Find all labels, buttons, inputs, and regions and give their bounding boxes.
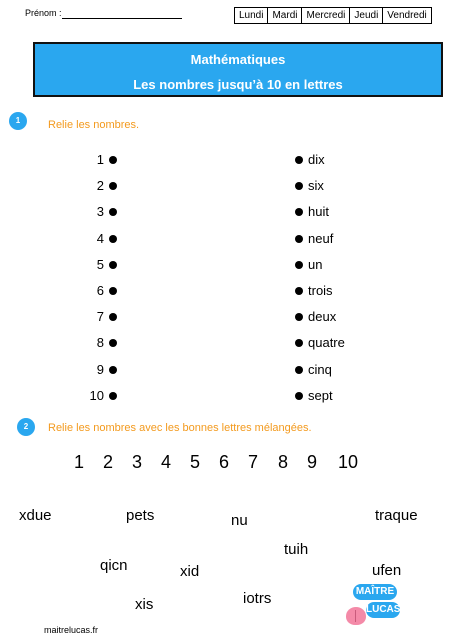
right-dot[interactable] <box>295 156 303 164</box>
big-number[interactable]: 3 <box>132 452 143 472</box>
big-number[interactable]: 6 <box>219 452 230 472</box>
left-dot[interactable] <box>109 182 117 190</box>
right-dot[interactable] <box>295 313 303 321</box>
number-label: 6 <box>96 283 104 298</box>
scrambled-word[interactable]: traque <box>375 507 418 524</box>
title-banner <box>33 42 443 97</box>
scrambled-word[interactable]: iotrs <box>243 590 272 607</box>
word-label: dix <box>308 152 325 167</box>
left-dot[interactable] <box>109 261 117 269</box>
number-label: 9 <box>96 361 104 377</box>
exercise-1-badge: 1 <box>9 112 27 130</box>
word-label: deux <box>308 309 337 325</box>
word-label: six <box>308 178 324 194</box>
left-dot[interactable] <box>109 208 117 216</box>
big-number[interactable]: 5 <box>190 452 201 472</box>
exercise-2-badge: 2 <box>17 418 35 436</box>
big-number[interactable]: 7 <box>248 452 259 472</box>
word-label: un <box>308 256 323 272</box>
number-label: 3 <box>96 204 104 220</box>
left-dot[interactable] <box>109 313 117 321</box>
right-dot[interactable] <box>295 392 303 400</box>
right-dot[interactable] <box>295 366 303 374</box>
left-dot[interactable] <box>109 392 117 400</box>
left-dot[interactable] <box>109 287 117 295</box>
right-dot[interactable] <box>295 235 303 243</box>
number-label: 8 <box>96 335 104 351</box>
scrambled-word[interactable]: xis <box>135 596 154 613</box>
scrambled-word[interactable]: pets <box>126 507 155 524</box>
word-label: neuf <box>308 230 334 246</box>
subject-title: Mathématiques <box>190 52 286 67</box>
scrambled-word[interactable]: tuih <box>284 541 309 558</box>
word-label: huit <box>308 204 329 220</box>
day-jeudi[interactable]: Jeudi <box>350 8 383 24</box>
word-label: cinq <box>308 361 332 377</box>
brain-icon <box>346 607 366 625</box>
number-label: 7 <box>96 309 104 325</box>
logo-line-2: LUCAS <box>366 602 400 618</box>
worksheet-title: Les nombres jusqu’à 10 en lettres <box>133 77 343 92</box>
logo-line-1: MAÎTRE <box>353 584 397 600</box>
word-label: sept <box>308 387 333 403</box>
number-label: 1 <box>96 152 104 167</box>
scrambled-word[interactable]: xid <box>180 563 200 580</box>
day-mardi[interactable]: Mardi <box>268 8 302 24</box>
word-label: trois <box>308 283 333 298</box>
prenom-line[interactable] <box>62 18 182 19</box>
left-dot[interactable] <box>109 156 117 164</box>
right-dot[interactable] <box>295 287 303 295</box>
scrambled-word[interactable]: xdue <box>19 507 52 524</box>
day-vendredi[interactable]: Vendredi <box>383 8 431 24</box>
right-dot[interactable] <box>295 261 303 269</box>
big-number[interactable]: 9 <box>307 452 318 472</box>
left-dot[interactable] <box>109 366 117 374</box>
word-label: quatre <box>308 335 345 351</box>
right-dot[interactable] <box>295 208 303 216</box>
day-mercredi[interactable]: Mercredi <box>302 8 350 24</box>
scrambled-word[interactable]: nu <box>231 512 248 529</box>
big-number[interactable]: 2 <box>103 452 114 472</box>
footer-site[interactable]: maitrelucas.fr <box>44 625 99 635</box>
big-number[interactable]: 4 <box>161 452 172 472</box>
right-dot[interactable] <box>295 182 303 190</box>
big-number[interactable]: 8 <box>278 452 289 472</box>
exercise-2-instruction: Relie les nombres avec les bonnes lettres mélangées. <box>48 422 312 434</box>
prenom-label: Prénom : <box>25 8 62 18</box>
maitre-lucas-logo <box>340 582 402 638</box>
big-number[interactable]: 10 <box>338 452 359 472</box>
left-dot[interactable] <box>109 235 117 243</box>
exercise-1-instruction: Relie les nombres. <box>48 119 140 131</box>
days-table <box>234 7 432 24</box>
number-label: 4 <box>96 230 104 246</box>
left-dot[interactable] <box>109 339 117 347</box>
day-lundi[interactable]: Lundi <box>235 8 268 24</box>
right-dot[interactable] <box>295 339 303 347</box>
scrambled-word[interactable]: ufen <box>372 562 402 579</box>
number-label: 5 <box>96 256 104 272</box>
scrambled-word[interactable]: qicn <box>100 557 128 574</box>
number-label: 2 <box>96 178 104 194</box>
number-label: 10 <box>89 387 104 403</box>
big-number[interactable]: 1 <box>74 452 85 472</box>
